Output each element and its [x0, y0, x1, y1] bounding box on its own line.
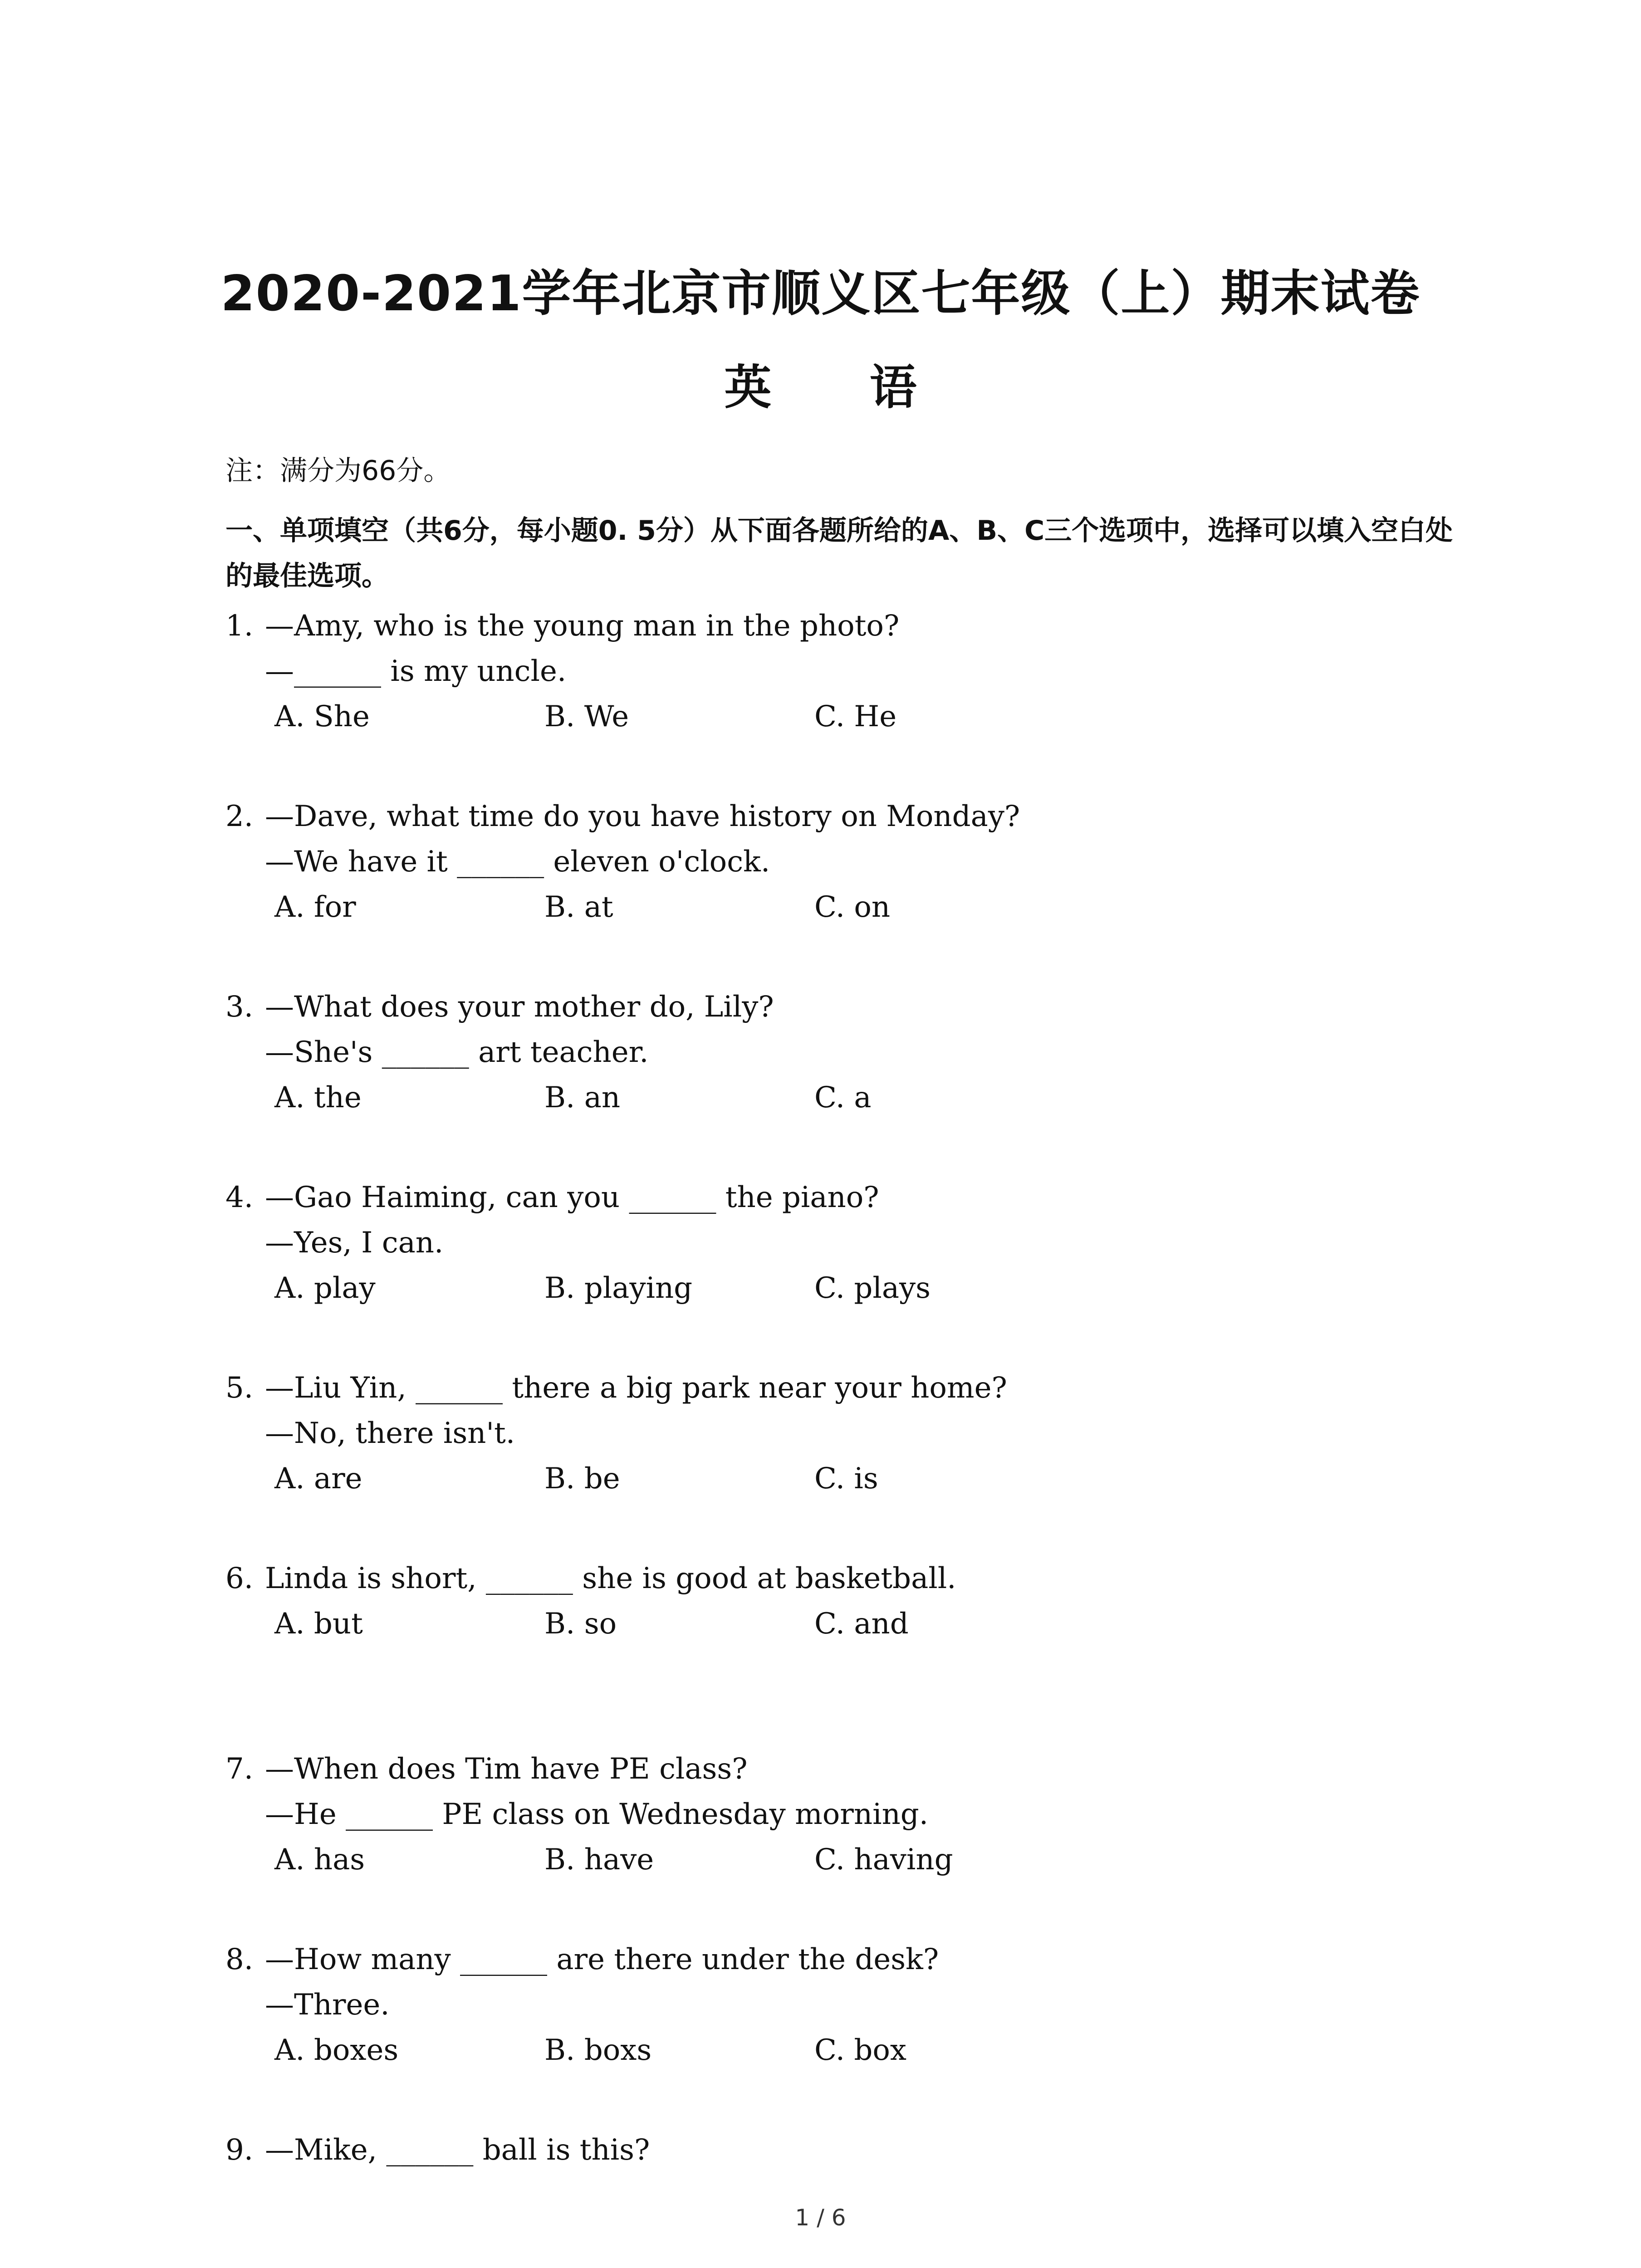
answer-option: B. be — [544, 1462, 620, 1496]
answer-option: B. an — [544, 1081, 621, 1114]
question-item — [225, 1556, 1496, 1746]
question-number: 7. — [225, 1752, 254, 1786]
question-text: —What does your mother do, Lily? — [265, 990, 774, 1024]
section-heading: 一、单项填空（共6分，每小题0. 5分）从下面各题所给的A、B、C三个选项中，选择可以填入空白处的最佳选项。 — [225, 515, 1453, 592]
question-line — [225, 1411, 1496, 1456]
question-line — [225, 1792, 1496, 1837]
answer-option: C. plays — [814, 1271, 931, 1305]
question-text: —When does Tim have PE class? — [265, 1752, 748, 1786]
answer-option: C. on — [814, 890, 891, 924]
question-text: —______ is my uncle. — [265, 655, 567, 688]
answer-option: B. We — [544, 700, 629, 733]
question-line — [225, 1175, 1496, 1220]
question-text: —Liu Yin, ______ there a big park near your home? — [265, 1371, 1007, 1405]
question-line — [225, 1030, 1496, 1075]
question-item — [225, 1365, 1496, 1556]
answer-option: B. so — [544, 1607, 617, 1641]
question-line — [225, 1220, 1496, 1266]
question-text: Linda is short, ______ she is good at basketball. — [265, 1562, 956, 1595]
question-text: —Dave, what time do you have history on Monday? — [265, 800, 1020, 833]
answer-option: C. He — [814, 700, 897, 733]
answer-option: C. box — [814, 2033, 906, 2067]
question-item — [225, 984, 1496, 1175]
question-text: —Gao Haiming, can you ______ the piano? — [265, 1181, 879, 1214]
question-list — [225, 603, 1496, 2268]
question-text: —Amy, who is the young man in the photo? — [265, 609, 900, 643]
answer-option: C. having — [814, 1843, 953, 1877]
question-number: 4. — [225, 1181, 254, 1214]
question-number: 8. — [225, 1943, 254, 1976]
question-item — [225, 1746, 1496, 1937]
question-line — [225, 1365, 1496, 1411]
answer-option: A. boxes — [274, 2033, 399, 2067]
question-text: —We have it ______ eleven o'clock. — [265, 845, 770, 879]
question-line — [225, 2127, 1496, 2173]
question-text: —No, there isn't. — [265, 1417, 515, 1450]
question-text: —Mike, ______ ball is this? — [265, 2133, 650, 2167]
answer-option: A. has — [274, 1843, 365, 1877]
question-line — [225, 794, 1496, 839]
question-line — [225, 603, 1496, 649]
answer-option: A. for — [274, 890, 356, 924]
question-item — [225, 794, 1496, 984]
question-line — [225, 1982, 1496, 2028]
answer-option: B. have — [544, 1843, 654, 1877]
answer-option: B. at — [544, 890, 613, 924]
answer-option: C. is — [814, 1462, 878, 1496]
question-number: 2. — [225, 800, 254, 833]
answer-option: B. playing — [544, 1271, 693, 1305]
question-line — [225, 1556, 1496, 1601]
question-item — [225, 1937, 1496, 2127]
answer-option: A. She — [274, 700, 370, 733]
answer-option: C. and — [814, 1607, 909, 1641]
question-number: 3. — [225, 990, 254, 1024]
answer-option: A. are — [274, 1462, 362, 1496]
answer-option: C. a — [814, 1081, 872, 1114]
question-number: 5. — [225, 1371, 254, 1405]
question-text: —How many ______ are there under the desk? — [265, 1943, 939, 1976]
answer-option: A. the — [274, 1081, 362, 1114]
page-number: 1 / 6 — [795, 2204, 846, 2231]
question-line — [225, 984, 1496, 1030]
question-text: —He ______ PE class on Wednesday morning. — [265, 1798, 929, 1831]
question-line — [225, 1746, 1496, 1792]
question-line — [225, 649, 1496, 694]
question-item — [225, 1175, 1496, 1365]
answer-option: B. boxs — [544, 2033, 652, 2067]
question-item — [225, 603, 1496, 794]
answer-option: A. play — [274, 1271, 376, 1305]
score-note: 注：满分为66分。 — [225, 455, 451, 487]
question-text: —Three. — [265, 1988, 390, 2022]
exam-subject: 英 语 — [724, 360, 958, 415]
question-item — [225, 2127, 1496, 2268]
question-number: 6. — [225, 1562, 254, 1595]
question-line — [225, 1937, 1496, 1982]
question-number: 1. — [225, 609, 254, 643]
question-line — [225, 839, 1496, 885]
question-text: —Yes, I can. — [265, 1226, 444, 1260]
exam-title: 2020-2021学年北京市顺义区七年级（上）期末试卷 — [220, 265, 1421, 322]
question-number: 9. — [225, 2133, 254, 2167]
question-text: —She's ______ art teacher. — [265, 1036, 649, 1069]
answer-option: A. but — [274, 1607, 363, 1641]
